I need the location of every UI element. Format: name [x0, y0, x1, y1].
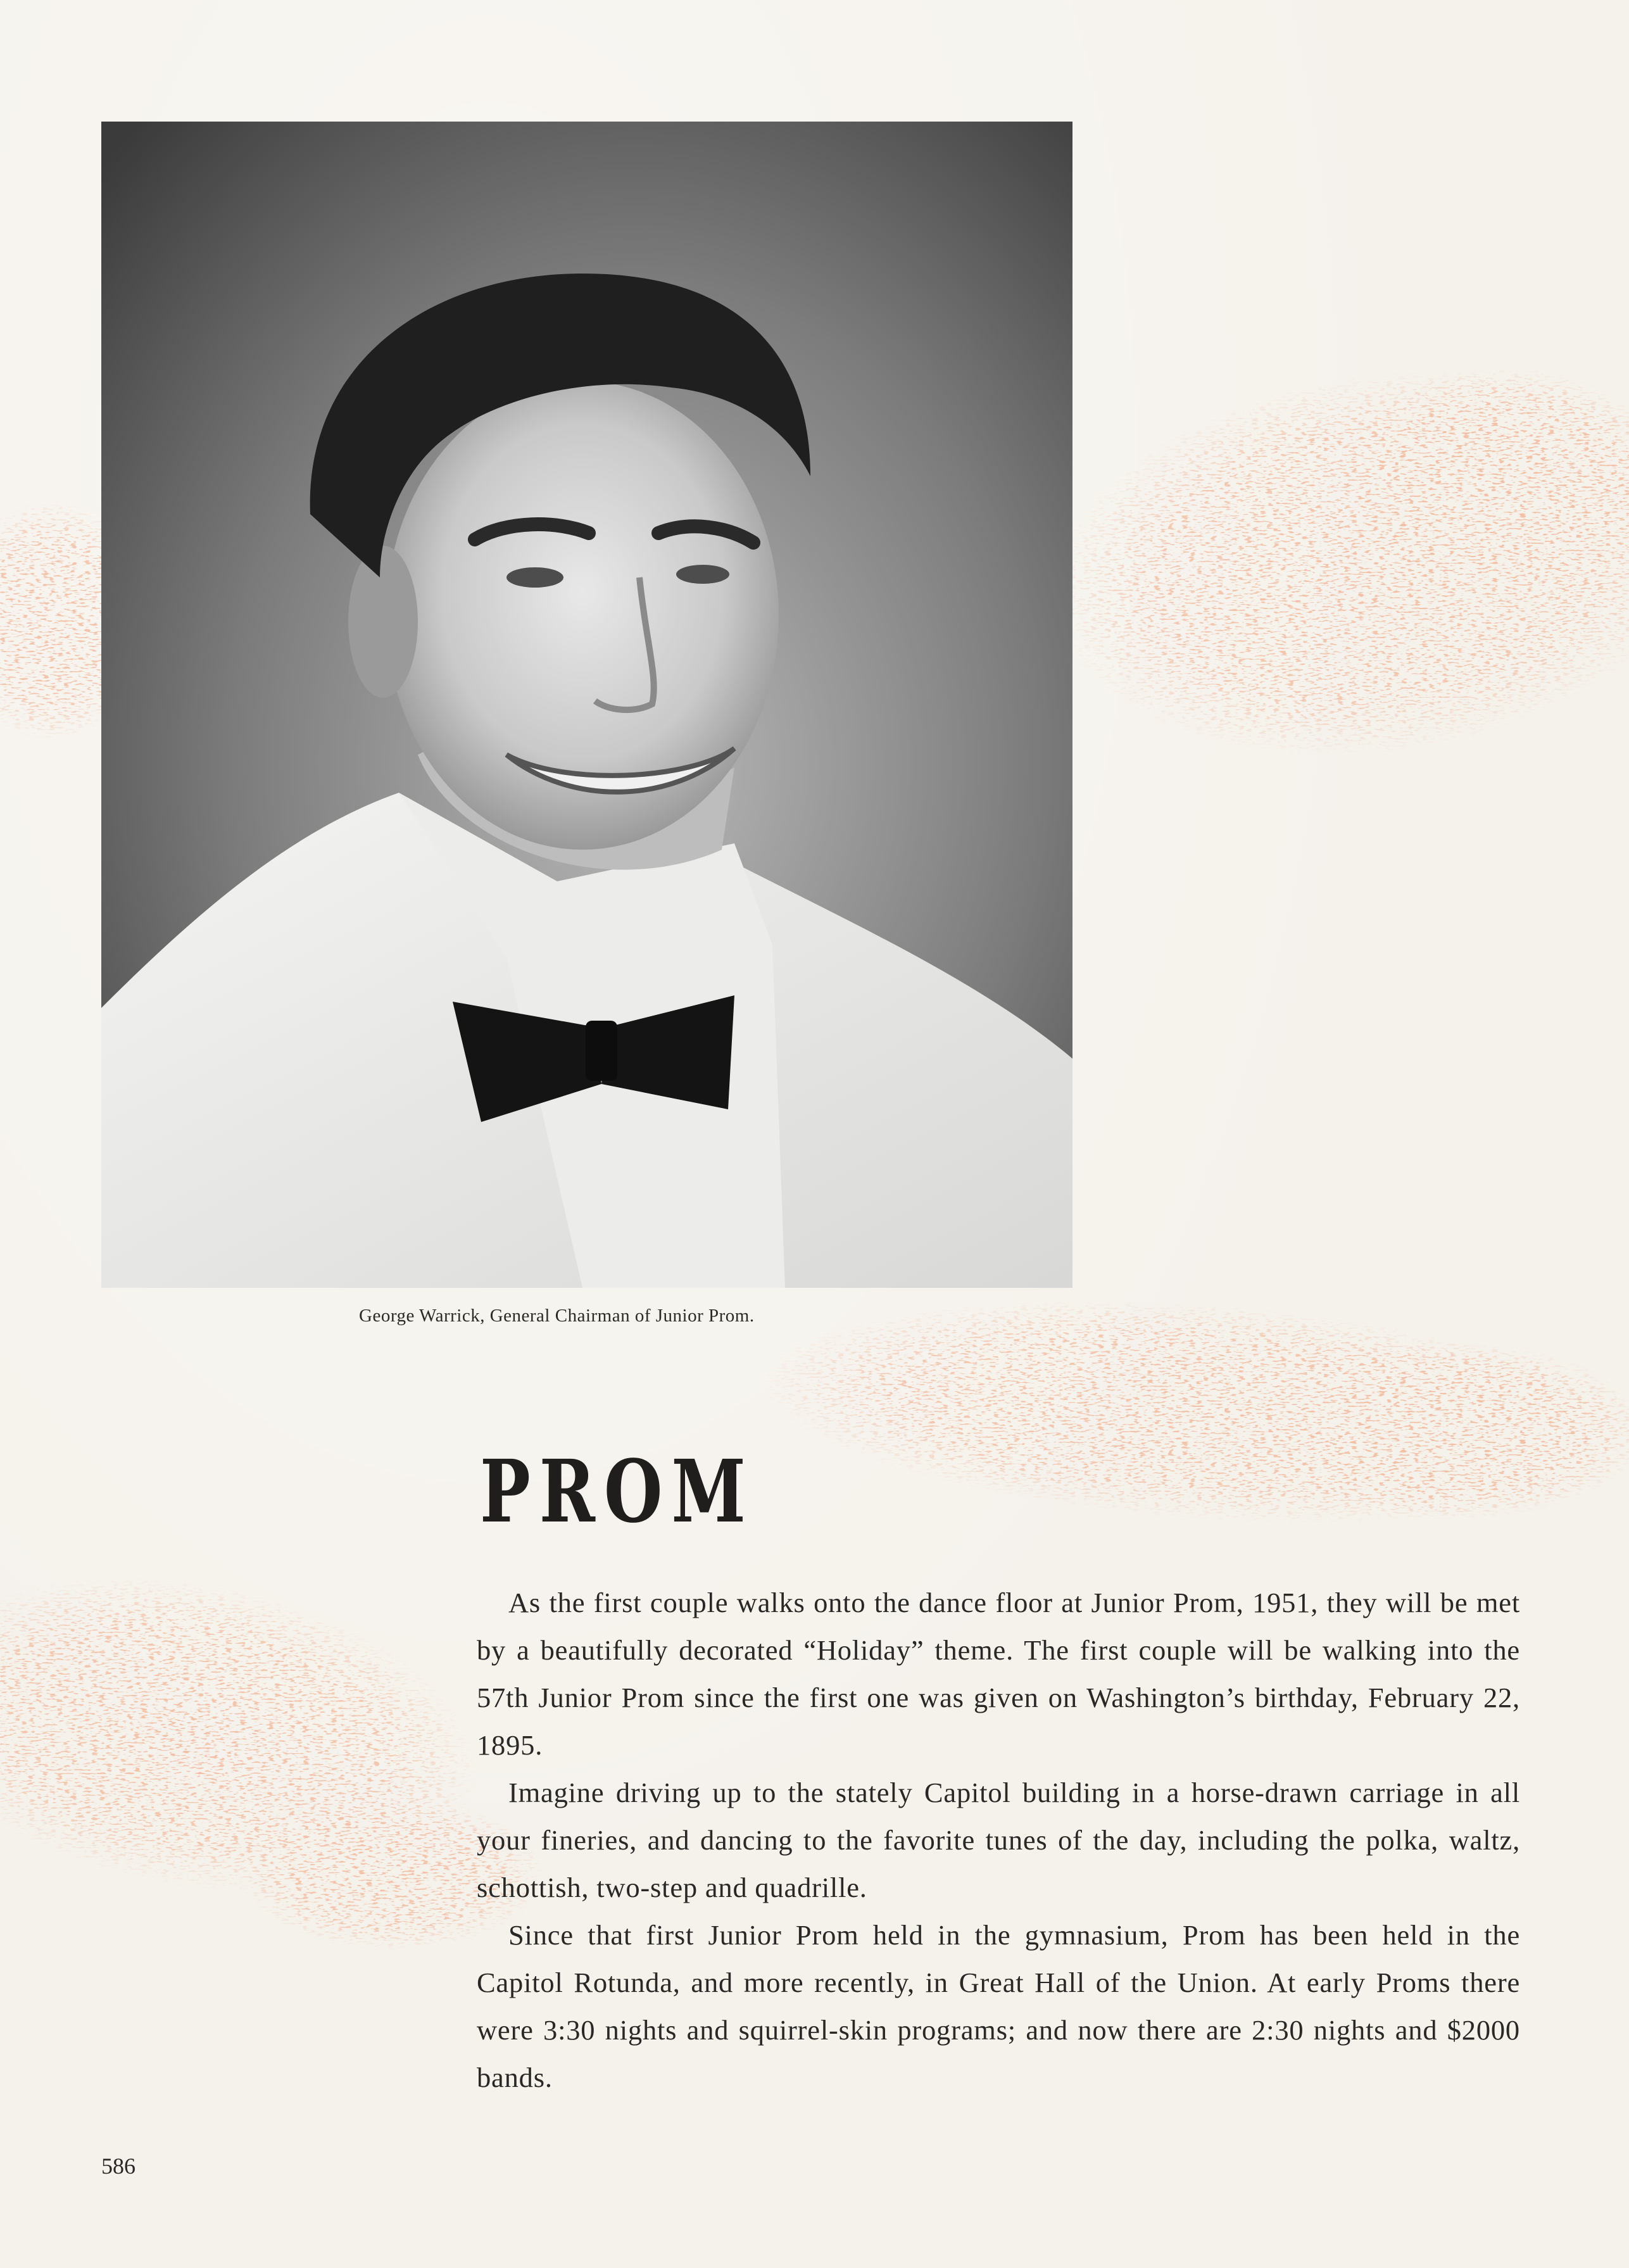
page-title: PROM [480, 1441, 755, 1542]
paragraph: As the first couple walks onto the dance floor at Junior Prom, 1951, they will be met by a beautifully decorated “Holiday” theme. The first couple will be walking into the 57th Junior Prom since the first one was given on Washington’s birthday, February 22, 1895. [477, 1587, 1520, 1761]
photo-caption: George Warrick, General Chairman of Junior Prom. [359, 1306, 755, 1326]
page-number: 586 [101, 2153, 135, 2179]
paragraph: Since that first Junior Prom held in the gymnasium, Prom has been held in the Capitol Rotunda, and more recently, in Great Hall of the Union. At early Proms there were 3:30 nights and squirrel-skin programs; and now there are 2:30 nights and $2000 bands. [477, 1919, 1520, 2093]
paragraph: Imagine driving up to the stately Capitol building in a horse-drawn carriage in all your fineries, and dancing to the favorite tunes of the day, including the polka, waltz, schottish, two-step and quadrille. [477, 1777, 1520, 1903]
article-body [477, 1579, 1520, 2101]
portrait-photo [101, 122, 1072, 1288]
